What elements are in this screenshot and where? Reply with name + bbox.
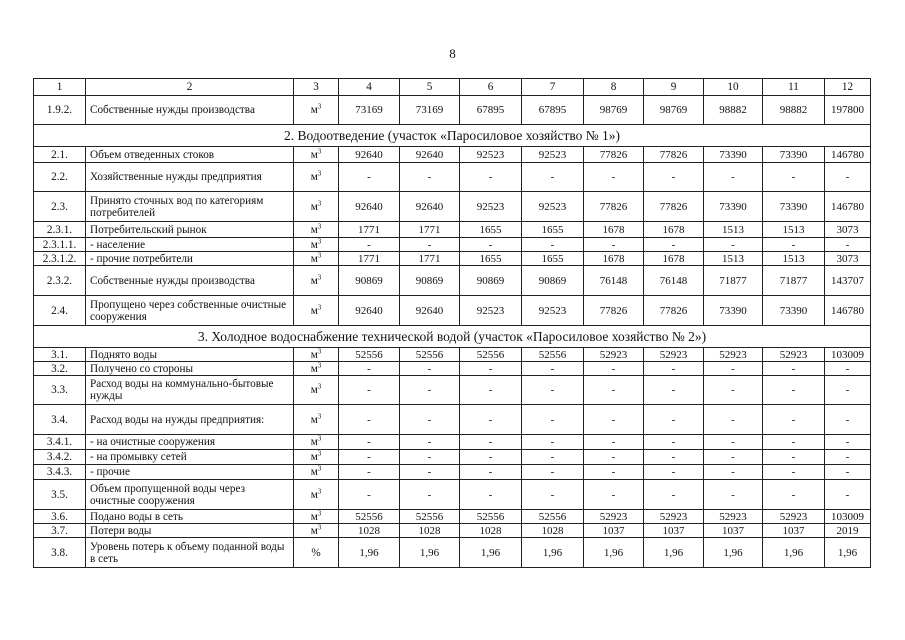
header-row bbox=[34, 79, 871, 96]
value-cell: - bbox=[644, 362, 704, 376]
unit-cubic-meter-glyph: $м^3$ bbox=[310, 523, 322, 537]
value-cell: 92523 bbox=[460, 296, 522, 326]
value-cell: - bbox=[763, 450, 825, 465]
row-unit bbox=[294, 348, 339, 362]
value-cell: 77826 bbox=[584, 192, 644, 222]
row-name: Потребительский рынок bbox=[86, 222, 294, 238]
value-cell: 1,96 bbox=[825, 538, 871, 568]
header-cell: 5 bbox=[400, 79, 460, 96]
value-cell: - bbox=[763, 376, 825, 405]
value-cell: 77826 bbox=[644, 147, 704, 163]
value-cell: 98769 bbox=[584, 96, 644, 125]
value-cell: 1,96 bbox=[584, 538, 644, 568]
table-row bbox=[34, 510, 871, 524]
unit-cubic-meter-glyph: $м^3$ bbox=[310, 251, 322, 265]
value-cell: 103009 bbox=[825, 510, 871, 524]
value-cell: 92640 bbox=[339, 147, 400, 163]
value-cell: 92523 bbox=[460, 147, 522, 163]
value-cell: - bbox=[400, 405, 460, 435]
value-cell: - bbox=[825, 362, 871, 376]
value-cell: - bbox=[763, 163, 825, 192]
value-cell: 1028 bbox=[339, 524, 400, 538]
value-cell: 52556 bbox=[400, 510, 460, 524]
value-cell: - bbox=[400, 362, 460, 376]
value-cell: 1771 bbox=[339, 252, 400, 266]
value-cell: 1655 bbox=[460, 252, 522, 266]
table-row bbox=[34, 465, 871, 480]
value-cell: 73390 bbox=[704, 192, 763, 222]
unit-cubic-meter-glyph: $м^3$ bbox=[310, 434, 322, 448]
row-number: 3.8. bbox=[34, 538, 86, 568]
header-cell: 6 bbox=[460, 79, 522, 96]
section-title: 3. Холодное водоснабжение технической водой (участок «Паросиловое хозяйство № 2») bbox=[34, 326, 871, 348]
value-cell: 1771 bbox=[400, 222, 460, 238]
value-cell: - bbox=[644, 450, 704, 465]
row-name: Получено со стороны bbox=[86, 362, 294, 376]
value-cell: 77826 bbox=[644, 296, 704, 326]
row-name: Объем отведенных стоков bbox=[86, 147, 294, 163]
value-cell: 1,96 bbox=[522, 538, 584, 568]
unit-cubic-meter-glyph: $м^3$ bbox=[310, 302, 322, 317]
section-title: 2. Водоотведение (участок «Паросиловое хозяйство № 1») bbox=[34, 125, 871, 147]
value-cell: 67895 bbox=[522, 96, 584, 125]
value-cell: - bbox=[644, 465, 704, 480]
value-cell: - bbox=[400, 435, 460, 450]
value-cell: - bbox=[339, 405, 400, 435]
page-number: 8 bbox=[449, 46, 456, 61]
unit-cubic-meter-glyph: $м^3$ bbox=[310, 272, 322, 287]
row-name: Уровень потерь к объему поданной воды в сеть bbox=[86, 538, 294, 568]
value-cell: - bbox=[584, 405, 644, 435]
value-cell: 1513 bbox=[704, 252, 763, 266]
value-cell: - bbox=[400, 480, 460, 510]
value-cell: - bbox=[763, 480, 825, 510]
value-cell: - bbox=[763, 405, 825, 435]
value-cell: 73390 bbox=[763, 192, 825, 222]
row-number: 3.4.1. bbox=[34, 435, 86, 450]
value-cell: - bbox=[460, 362, 522, 376]
row-number: 2.3.1.1. bbox=[34, 238, 86, 252]
value-cell: 103009 bbox=[825, 348, 871, 362]
value-cell: 146780 bbox=[825, 147, 871, 163]
value-cell: 1513 bbox=[763, 252, 825, 266]
value-cell: 1028 bbox=[400, 524, 460, 538]
value-cell: - bbox=[763, 465, 825, 480]
row-unit bbox=[294, 266, 339, 296]
row-unit bbox=[294, 96, 339, 125]
section-row bbox=[34, 326, 871, 348]
value-cell: 73169 bbox=[339, 96, 400, 125]
value-cell: 1028 bbox=[460, 524, 522, 538]
value-cell: 92640 bbox=[400, 147, 460, 163]
value-cell: 1,96 bbox=[704, 538, 763, 568]
table-row bbox=[34, 376, 871, 405]
row-number: 3.4.2. bbox=[34, 450, 86, 465]
value-cell: 1513 bbox=[763, 222, 825, 238]
value-cell: 71877 bbox=[704, 266, 763, 296]
header-cell: 12 bbox=[825, 79, 871, 96]
value-cell: 3073 bbox=[825, 222, 871, 238]
row-number: 3.4. bbox=[34, 405, 86, 435]
value-cell: - bbox=[400, 163, 460, 192]
row-number: 2.4. bbox=[34, 296, 86, 326]
unit-cubic-meter-glyph: $м^3$ bbox=[310, 509, 322, 523]
table-row bbox=[34, 450, 871, 465]
value-cell: 143707 bbox=[825, 266, 871, 296]
value-cell: 76148 bbox=[644, 266, 704, 296]
value-cell: 52556 bbox=[460, 510, 522, 524]
value-cell: 90869 bbox=[400, 266, 460, 296]
table-row bbox=[34, 266, 871, 296]
row-number: 3.6. bbox=[34, 510, 86, 524]
value-cell: 146780 bbox=[825, 296, 871, 326]
row-unit bbox=[294, 222, 339, 238]
value-cell: 71877 bbox=[763, 266, 825, 296]
row-number: 2.3. bbox=[34, 192, 86, 222]
row-name: - на промывку сетей bbox=[86, 450, 294, 465]
value-cell: - bbox=[460, 465, 522, 480]
value-cell: - bbox=[460, 480, 522, 510]
value-cell: - bbox=[704, 163, 763, 192]
value-cell: - bbox=[584, 480, 644, 510]
value-cell: 92523 bbox=[460, 192, 522, 222]
value-cell: - bbox=[763, 435, 825, 450]
value-cell: 52923 bbox=[584, 348, 644, 362]
value-cell: - bbox=[825, 405, 871, 435]
row-number: 3.4.3. bbox=[34, 465, 86, 480]
value-cell: - bbox=[400, 465, 460, 480]
value-cell: 52923 bbox=[584, 510, 644, 524]
row-name: Принято сточных вод по категориям потребителей bbox=[86, 192, 294, 222]
value-cell: - bbox=[460, 163, 522, 192]
value-cell: 1678 bbox=[644, 222, 704, 238]
table-row bbox=[34, 147, 871, 163]
row-number: 2.3.2. bbox=[34, 266, 86, 296]
value-cell: - bbox=[339, 480, 400, 510]
value-cell: - bbox=[522, 362, 584, 376]
value-cell: - bbox=[825, 465, 871, 480]
value-cell: 1771 bbox=[400, 252, 460, 266]
value-cell: - bbox=[584, 362, 644, 376]
value-cell: 90869 bbox=[460, 266, 522, 296]
value-cell: 1655 bbox=[522, 222, 584, 238]
row-name: - прочие потребители bbox=[86, 252, 294, 266]
value-cell: 73390 bbox=[704, 296, 763, 326]
unit-cubic-meter-glyph: $м^3$ bbox=[310, 411, 322, 426]
value-cell: 52923 bbox=[763, 510, 825, 524]
row-number: 1.9.2. bbox=[34, 96, 86, 125]
value-cell: - bbox=[339, 376, 400, 405]
row-number: 3.5. bbox=[34, 480, 86, 510]
value-cell: 52923 bbox=[644, 510, 704, 524]
value-cell: 92640 bbox=[400, 192, 460, 222]
value-cell: - bbox=[644, 405, 704, 435]
unit-cubic-meter-glyph: $м^3$ bbox=[310, 347, 322, 361]
value-cell: 197800 bbox=[825, 96, 871, 125]
value-cell: - bbox=[704, 435, 763, 450]
value-cell: - bbox=[763, 362, 825, 376]
value-cell: 98882 bbox=[763, 96, 825, 125]
value-cell: 1,96 bbox=[339, 538, 400, 568]
table-row bbox=[34, 222, 871, 238]
row-name: Потери воды bbox=[86, 524, 294, 538]
value-cell: 52556 bbox=[460, 348, 522, 362]
value-cell: 1028 bbox=[522, 524, 584, 538]
value-cell: - bbox=[522, 450, 584, 465]
unit-cubic-meter-glyph: $м^3$ bbox=[310, 361, 322, 375]
value-cell: 1655 bbox=[522, 252, 584, 266]
table-row bbox=[34, 480, 871, 510]
header-cell: 8 bbox=[584, 79, 644, 96]
value-cell: 1678 bbox=[644, 252, 704, 266]
value-cell: - bbox=[460, 376, 522, 405]
row-unit bbox=[294, 238, 339, 252]
value-cell: - bbox=[825, 435, 871, 450]
value-cell: - bbox=[584, 238, 644, 252]
table-row bbox=[34, 348, 871, 362]
row-unit bbox=[294, 524, 339, 538]
value-cell: 2019 bbox=[825, 524, 871, 538]
value-cell: - bbox=[522, 405, 584, 435]
row-name: Подано воды в сеть bbox=[86, 510, 294, 524]
value-cell: - bbox=[460, 238, 522, 252]
section-row bbox=[34, 125, 871, 147]
row-number: 2.3.1.2. bbox=[34, 252, 86, 266]
value-cell: 1513 bbox=[704, 222, 763, 238]
value-cell: 1,96 bbox=[400, 538, 460, 568]
value-cell: 52923 bbox=[704, 348, 763, 362]
value-cell: - bbox=[460, 435, 522, 450]
value-cell: 1655 bbox=[460, 222, 522, 238]
unit-cubic-meter-glyph: $м^3$ bbox=[310, 221, 322, 236]
row-number: 2.3.1. bbox=[34, 222, 86, 238]
value-cell: 90869 bbox=[522, 266, 584, 296]
value-cell: 76148 bbox=[584, 266, 644, 296]
value-cell: 92640 bbox=[339, 296, 400, 326]
table-row bbox=[34, 192, 871, 222]
value-cell: - bbox=[644, 238, 704, 252]
value-cell: - bbox=[584, 435, 644, 450]
row-name: - население bbox=[86, 238, 294, 252]
value-cell: - bbox=[704, 465, 763, 480]
unit-cubic-meter-glyph: $м^3$ bbox=[310, 237, 322, 251]
row-name: Объем пропущенной воды через очистные сооружения bbox=[86, 480, 294, 510]
row-unit bbox=[294, 450, 339, 465]
value-cell: - bbox=[522, 435, 584, 450]
row-unit bbox=[294, 376, 339, 405]
value-cell: 67895 bbox=[460, 96, 522, 125]
data-table bbox=[33, 78, 871, 568]
value-cell: - bbox=[704, 376, 763, 405]
value-cell: 1037 bbox=[763, 524, 825, 538]
value-cell: 73390 bbox=[763, 296, 825, 326]
row-unit bbox=[294, 362, 339, 376]
row-unit: % bbox=[294, 538, 339, 568]
value-cell: - bbox=[704, 480, 763, 510]
table-row bbox=[34, 435, 871, 450]
value-cell: - bbox=[460, 405, 522, 435]
value-cell: - bbox=[460, 450, 522, 465]
value-cell: - bbox=[339, 435, 400, 450]
value-cell: 92523 bbox=[522, 192, 584, 222]
value-cell: 77826 bbox=[584, 296, 644, 326]
value-cell: - bbox=[522, 376, 584, 405]
table-row bbox=[34, 238, 871, 252]
value-cell: 52556 bbox=[522, 510, 584, 524]
row-name: Пропущено через собственные очистные сооружения bbox=[86, 296, 294, 326]
value-cell: - bbox=[704, 450, 763, 465]
row-number: 3.3. bbox=[34, 376, 86, 405]
value-cell: 92523 bbox=[522, 296, 584, 326]
unit-cubic-meter-glyph: $м^3$ bbox=[310, 198, 322, 213]
header-cell: 10 bbox=[704, 79, 763, 96]
unit-cubic-meter-glyph: $м^3$ bbox=[310, 464, 322, 478]
row-unit bbox=[294, 465, 339, 480]
row-name: Поднято воды bbox=[86, 348, 294, 362]
value-cell: 52556 bbox=[339, 510, 400, 524]
value-cell: - bbox=[522, 163, 584, 192]
header-cell: 4 bbox=[339, 79, 400, 96]
value-cell: 1,96 bbox=[644, 538, 704, 568]
row-number: 3.7. bbox=[34, 524, 86, 538]
value-cell: 52923 bbox=[644, 348, 704, 362]
unit-cubic-meter-glyph: $м^3$ bbox=[310, 449, 322, 463]
row-name: Собственные нужды производства bbox=[86, 96, 294, 125]
value-cell: - bbox=[339, 465, 400, 480]
row-name: Собственные нужды производства bbox=[86, 266, 294, 296]
table-row bbox=[34, 362, 871, 376]
table-row bbox=[34, 538, 871, 568]
value-cell: - bbox=[644, 163, 704, 192]
value-cell: 146780 bbox=[825, 192, 871, 222]
value-cell: 1037 bbox=[584, 524, 644, 538]
value-cell: - bbox=[825, 163, 871, 192]
value-cell: 98769 bbox=[644, 96, 704, 125]
row-unit bbox=[294, 296, 339, 326]
value-cell: - bbox=[825, 376, 871, 405]
row-unit bbox=[294, 405, 339, 435]
row-name: Расход воды на коммунально-бытовые нужды bbox=[86, 376, 294, 405]
value-cell: 1771 bbox=[339, 222, 400, 238]
value-cell: - bbox=[644, 480, 704, 510]
unit-cubic-meter-glyph: $м^3$ bbox=[310, 102, 322, 116]
value-cell: - bbox=[584, 450, 644, 465]
unit-cubic-meter-glyph: $м^3$ bbox=[310, 486, 322, 501]
value-cell: - bbox=[825, 450, 871, 465]
value-cell: 52923 bbox=[704, 510, 763, 524]
value-cell: 1678 bbox=[584, 222, 644, 238]
value-cell: - bbox=[400, 238, 460, 252]
value-cell: - bbox=[522, 238, 584, 252]
unit-cubic-meter-glyph: $м^3$ bbox=[310, 169, 322, 183]
value-cell: - bbox=[400, 450, 460, 465]
value-cell: 52556 bbox=[522, 348, 584, 362]
row-unit bbox=[294, 252, 339, 266]
table-row bbox=[34, 405, 871, 435]
row-number: 2.1. bbox=[34, 147, 86, 163]
row-name: Расход воды на нужды предприятия: bbox=[86, 405, 294, 435]
table-row bbox=[34, 252, 871, 266]
value-cell: 1,96 bbox=[763, 538, 825, 568]
value-cell: - bbox=[339, 238, 400, 252]
value-cell: 92523 bbox=[522, 147, 584, 163]
header-cell: 11 bbox=[763, 79, 825, 96]
row-unit bbox=[294, 147, 339, 163]
value-cell: 73390 bbox=[704, 147, 763, 163]
value-cell: 73169 bbox=[400, 96, 460, 125]
row-unit bbox=[294, 510, 339, 524]
value-cell: - bbox=[704, 362, 763, 376]
value-cell: - bbox=[584, 163, 644, 192]
row-unit bbox=[294, 163, 339, 192]
value-cell: - bbox=[704, 238, 763, 252]
value-cell: - bbox=[825, 238, 871, 252]
row-name: - на очистные сооружения bbox=[86, 435, 294, 450]
row-name: - прочие bbox=[86, 465, 294, 480]
header-cell: 2 bbox=[86, 79, 294, 96]
value-cell: - bbox=[339, 450, 400, 465]
header-cell: 7 bbox=[522, 79, 584, 96]
value-cell: 92640 bbox=[400, 296, 460, 326]
table-row bbox=[34, 296, 871, 326]
row-unit bbox=[294, 480, 339, 510]
row-number: 3.2. bbox=[34, 362, 86, 376]
header-cell: 9 bbox=[644, 79, 704, 96]
value-cell: - bbox=[522, 465, 584, 480]
unit-cubic-meter-glyph: $м^3$ bbox=[310, 382, 322, 396]
value-cell: 92640 bbox=[339, 192, 400, 222]
value-cell: - bbox=[825, 480, 871, 510]
value-cell: 52556 bbox=[339, 348, 400, 362]
value-cell: - bbox=[339, 163, 400, 192]
value-cell: 77826 bbox=[644, 192, 704, 222]
value-cell: - bbox=[644, 376, 704, 405]
row-number: 2.2. bbox=[34, 163, 86, 192]
value-cell: 77826 bbox=[584, 147, 644, 163]
value-cell: - bbox=[763, 238, 825, 252]
table-row bbox=[34, 524, 871, 538]
value-cell: - bbox=[522, 480, 584, 510]
value-cell: 1037 bbox=[704, 524, 763, 538]
table-row bbox=[34, 163, 871, 192]
value-cell: 52556 bbox=[400, 348, 460, 362]
value-cell: 1037 bbox=[644, 524, 704, 538]
header-cell: 3 bbox=[294, 79, 339, 96]
value-cell: - bbox=[584, 465, 644, 480]
row-unit bbox=[294, 435, 339, 450]
value-cell: 90869 bbox=[339, 266, 400, 296]
value-cell: - bbox=[400, 376, 460, 405]
value-cell: - bbox=[644, 435, 704, 450]
value-cell: 3073 bbox=[825, 252, 871, 266]
value-cell: - bbox=[584, 376, 644, 405]
row-name: Хозяйственные нужды предприятия bbox=[86, 163, 294, 192]
header-cell: 1 bbox=[34, 79, 86, 96]
table-row bbox=[34, 96, 871, 125]
value-cell: 1,96 bbox=[460, 538, 522, 568]
row-unit bbox=[294, 192, 339, 222]
unit-cubic-meter-glyph: $м^3$ bbox=[310, 146, 322, 161]
value-cell: 52923 bbox=[763, 348, 825, 362]
row-number: 3.1. bbox=[34, 348, 86, 362]
value-cell: - bbox=[704, 405, 763, 435]
value-cell: 1678 bbox=[584, 252, 644, 266]
value-cell: - bbox=[339, 362, 400, 376]
value-cell: 73390 bbox=[763, 147, 825, 163]
value-cell: 98882 bbox=[704, 96, 763, 125]
